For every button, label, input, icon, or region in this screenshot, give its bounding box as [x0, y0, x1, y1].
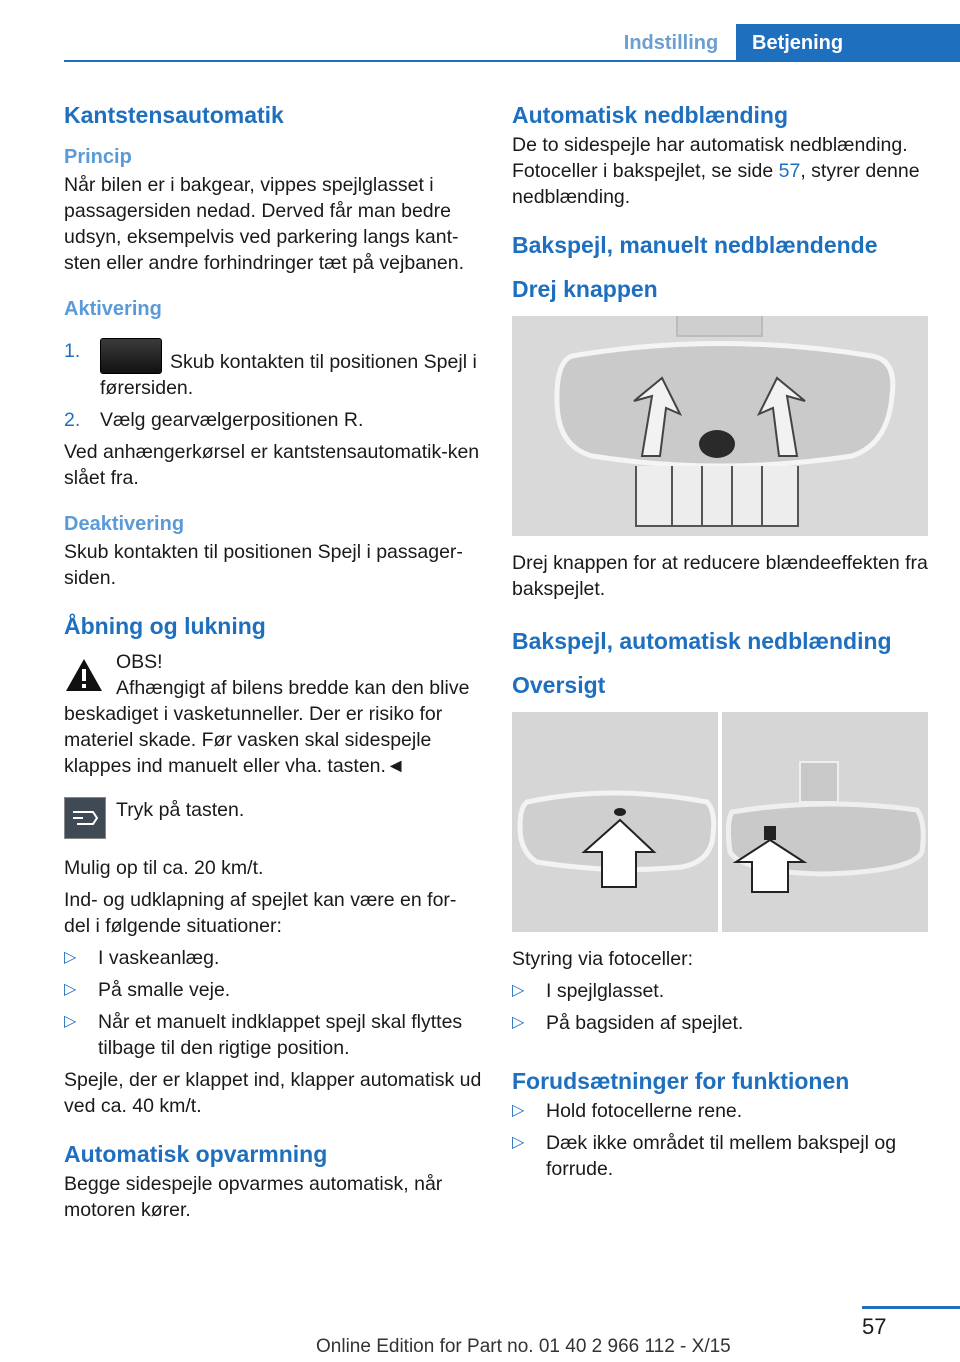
step-text: Skub kontakten til positionen Spejl i førersiden.	[100, 351, 477, 399]
bullet-text: På smalle veje.	[98, 979, 231, 1001]
text-drej: Drej knappen for at reducere blændeeffekten fra bakspejlet.	[512, 552, 928, 600]
text-anhaenger: Ved anhængerkørsel er kantstensautomatik-ken slået fra.	[64, 441, 480, 489]
button-text: Tryk på tasten.	[116, 799, 245, 821]
bullet-text: Hold fotocellerne rene.	[546, 1100, 743, 1122]
warning-title: OBS!	[116, 651, 163, 673]
mirror-back-image	[722, 712, 928, 932]
text-nedblaending	[512, 132, 928, 210]
bullet-text: Når et manuelt indklappet spejl skal flyttes tilbage til den rigtige position.	[98, 1011, 463, 1059]
heading-princip: Princip	[64, 146, 132, 168]
text-princip: Når bilen er i bakgear, vippes spejlglasset i passagersiden nedad. Derved får man bedre udsyn, eksempelvis ved parkering langs kant-sten eller andre forhindringer tæt på vejbanen.	[64, 174, 464, 274]
tab-betjening[interactable]: Betjening	[736, 24, 960, 62]
heading-deaktivering: Deaktivering	[64, 513, 185, 535]
mirror-dial-illustration	[512, 316, 928, 536]
text-part: , styrer denne nedblænding.	[512, 160, 920, 208]
text-mulig: Mulig op til ca. 20 km/t.	[64, 857, 264, 879]
tab-indstilling[interactable]: Indstilling	[623, 32, 719, 54]
heading-opvarmning: Automatisk opvarmning	[64, 1141, 328, 1167]
heading-aabning: Åbning og lukning	[64, 613, 266, 639]
list-item	[512, 1130, 928, 1182]
right-column	[512, 98, 928, 1188]
heading-forudsaetninger: Forudsætninger for funktionen	[512, 1068, 850, 1094]
warning-icon	[64, 657, 104, 693]
list-item	[512, 1098, 928, 1124]
triangle-bullet-icon: ▷	[512, 982, 525, 999]
text-part: De to sidespejle har automatisk nedblænding. Fotoceller i bakspejlet, se side	[512, 134, 908, 182]
heading-aktivering: Aktivering	[64, 298, 162, 320]
fold-mirror-button-icon	[64, 797, 106, 839]
triangle-bullet-icon: ▷	[64, 981, 77, 998]
heading-automatisk: Bakspejl, automatisk nedblænding	[512, 628, 892, 654]
triangle-bullet-icon: ▷	[512, 1134, 525, 1151]
mirror-back-illustration	[722, 712, 928, 932]
step-number: 2.	[64, 409, 81, 431]
list-item	[64, 977, 482, 1003]
situations-list	[64, 945, 482, 1061]
mirror-switch-icon	[100, 338, 162, 374]
footer-rule	[862, 1306, 960, 1309]
triangle-bullet-icon: ▷	[64, 949, 77, 966]
heading-oversigt: Oversigt	[512, 672, 606, 698]
page-number: 57	[862, 1314, 887, 1339]
heading-kantstensautomatik: Kantstensautomatik	[64, 102, 284, 128]
text-ind-udklapning: Ind- og udklapning af spejlet kan være en for-del i følgende situationer:	[64, 889, 457, 937]
text-deaktivering: Skub kontakten til positionen Spejl i passager-siden.	[64, 541, 463, 589]
left-column	[64, 98, 482, 1223]
text-opvarmning: Begge sidespejle opvarmes automatisk, når motoren kører.	[64, 1173, 443, 1221]
list-item	[512, 978, 928, 1004]
step-number: 1.	[64, 340, 81, 362]
bullet-text: I vaskeanlæg.	[98, 947, 220, 969]
rearview-mirror-dial-figure	[512, 316, 928, 536]
warning-line1: Afhængigt af bilens bredde kan den blive	[116, 677, 470, 699]
requirements-list	[512, 1098, 928, 1182]
triangle-bullet-icon: ▷	[512, 1102, 525, 1119]
heading-drej: Drej knappen	[512, 276, 658, 302]
list-item	[64, 338, 482, 401]
photocell-list	[512, 978, 928, 1036]
heading-nedblaending: Automatisk nedblænding	[512, 102, 788, 128]
edition-footer: Online Edition for Part no. 01 40 2 966 112 - X/15	[316, 1336, 731, 1357]
list-item	[64, 1009, 482, 1061]
bullet-text: Dæk ikke området til mellem bakspejl og forrude.	[546, 1132, 897, 1180]
warning-block	[64, 649, 482, 779]
triangle-bullet-icon: ▷	[512, 1014, 525, 1031]
triangle-bullet-icon: ▷	[64, 1013, 77, 1030]
list-item	[512, 1010, 928, 1036]
mirror-front-image	[512, 712, 718, 932]
list-item	[64, 945, 482, 971]
list-item	[64, 407, 482, 433]
step-text: Vælg gearvælgerpositionen R.	[100, 409, 364, 431]
text-spejle: Spejle, der er klappet ind, klapper automatisk ud ved ca. 40 km/t.	[64, 1069, 482, 1117]
text-styring: Styring via fotoceller:	[512, 948, 693, 970]
photocell-figure	[512, 712, 928, 932]
bullet-text: I spejlglasset.	[546, 980, 665, 1002]
heading-manuelt: Bakspejl, manuelt nedblændende	[512, 232, 878, 258]
steps-list	[64, 338, 482, 433]
warning-rest: beskadiget i vasketunneller. Der er risiko for materiel skade. Før vasken skal sidespejle klappes ind manuelt eller vha. tasten.◄	[64, 703, 443, 777]
bullet-text: På bagsiden af spejlet.	[546, 1012, 744, 1034]
button-instruction	[64, 797, 482, 841]
mirror-front-illustration	[512, 712, 718, 932]
page-link[interactable]: 57	[778, 160, 801, 182]
